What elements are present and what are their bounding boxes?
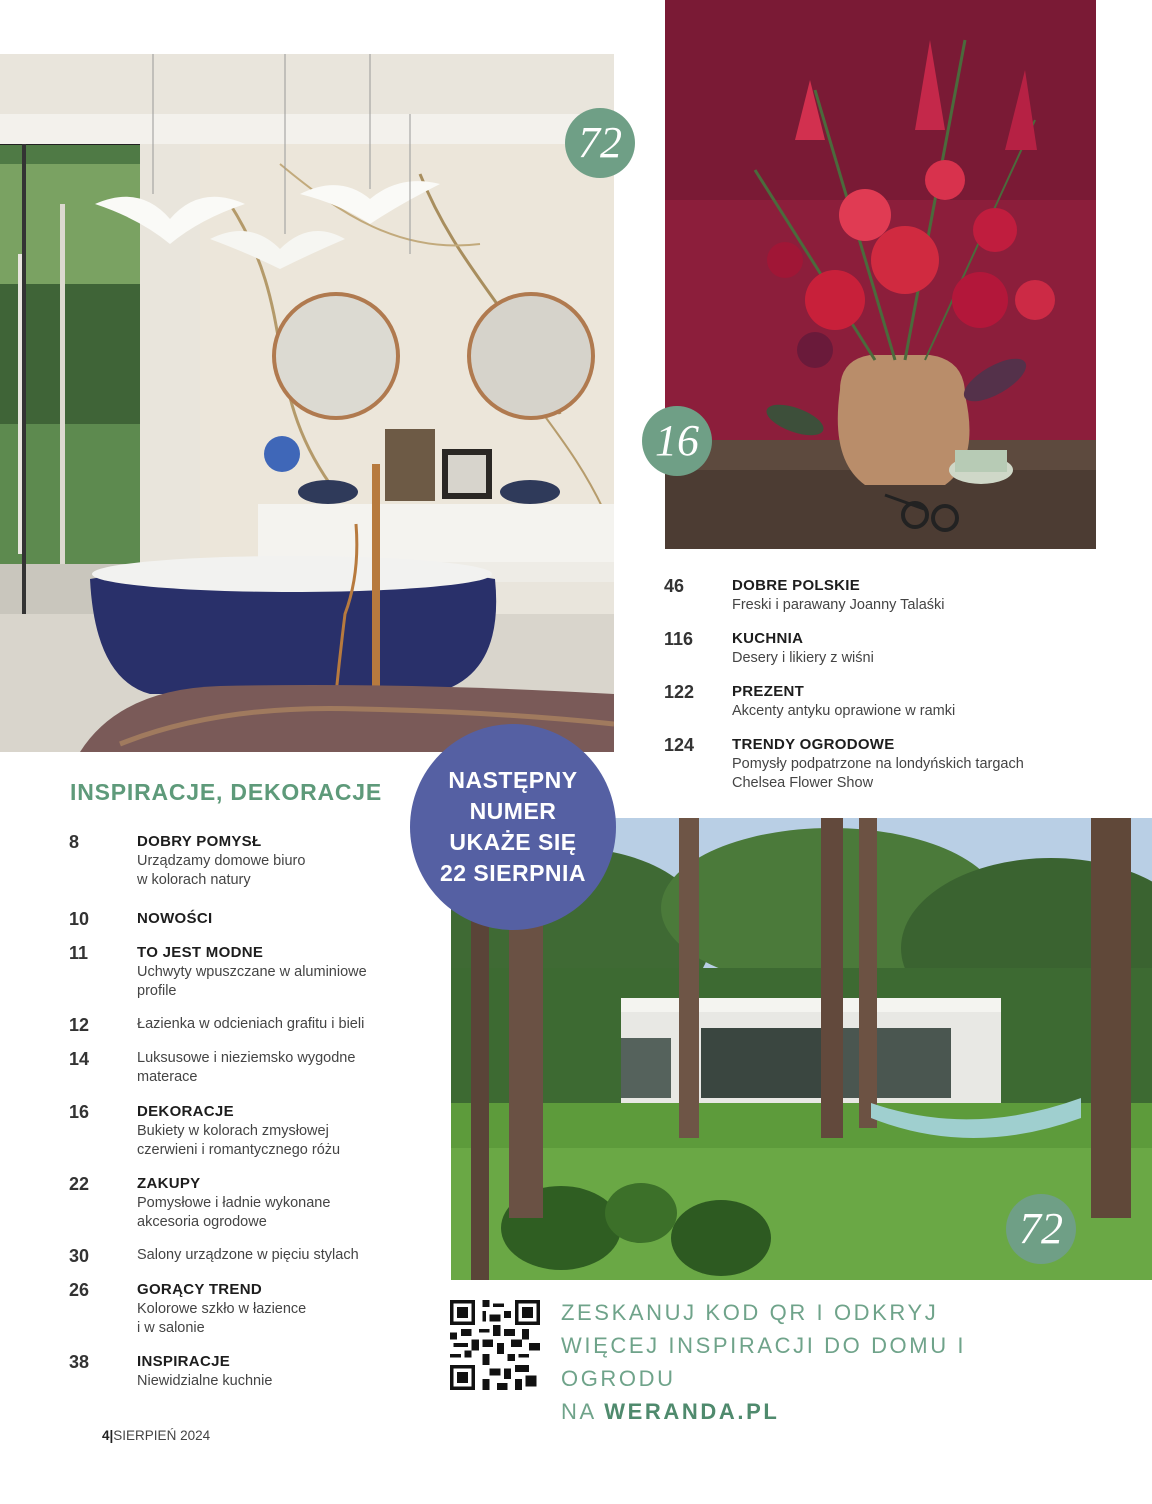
qr-promo-line3	[561, 1395, 1081, 1428]
toc-description-line2: i w salonie	[137, 1320, 205, 1336]
toc-description: Desery i likiery z wiśni	[732, 650, 874, 666]
bathroom-photo	[0, 54, 614, 752]
toc-entry[interactable]	[69, 1049, 429, 1102]
toc-page-number: 14	[69, 1049, 90, 1069]
toc-page-number: 122	[664, 682, 695, 702]
toc-title: NOWOŚCI	[137, 910, 213, 927]
toc-page-number: 124	[664, 735, 695, 755]
toc-page-number: 8	[69, 832, 80, 852]
toc-entry[interactable]	[69, 943, 429, 1015]
toc-entry[interactable]	[69, 909, 429, 943]
section-title: INSPIRACJE, DEKORACJE	[70, 779, 383, 805]
toc-entry[interactable]	[664, 576, 1124, 629]
page-badge-flowers: 16	[642, 406, 712, 476]
next-issue-line3: UKAŻE SIĘ	[449, 829, 577, 855]
toc-title: DEKORACJE	[137, 1103, 234, 1120]
toc-page-number: 116	[664, 629, 694, 649]
toc-title: DOBRE POLSKIE	[732, 577, 861, 594]
page-number: 4	[102, 1428, 110, 1443]
toc-title: DOBRY POMYSŁ	[137, 833, 262, 850]
toc-title: KUCHNIA	[732, 630, 804, 647]
page-badge-bathroom: 72	[565, 108, 635, 178]
toc-page-number: 10	[69, 909, 90, 929]
toc-entry[interactable]	[69, 1352, 429, 1392]
toc-description-line2: profile	[137, 983, 177, 999]
toc-description: Uchwyty wpuszczane w aluminiowe	[137, 964, 367, 980]
toc-page-number: 46	[664, 576, 685, 596]
toc-description-line2: w kolorach natury	[137, 872, 251, 888]
toc-description-line2: Chelsea Flower Show	[732, 775, 874, 791]
toc-left	[69, 832, 429, 1392]
toc-title: PREZENT	[732, 683, 805, 700]
page-footer	[102, 1428, 210, 1443]
toc-entry[interactable]	[664, 629, 1124, 682]
toc-entry[interactable]	[69, 832, 429, 909]
qr-promo-text	[561, 1296, 1081, 1428]
qr-code[interactable]	[450, 1300, 540, 1390]
qr-promo-line2: WIĘCEJ INSPIRACJI DO DOMU I OGRODU	[561, 1333, 967, 1391]
next-issue-line2: NUMER	[469, 798, 557, 824]
toc-description: Freski i parawany Joanny Talaśki	[732, 597, 945, 613]
issue-date: SIERPIEŃ 2024	[113, 1428, 211, 1443]
toc-entry[interactable]	[69, 1174, 429, 1246]
toc-description: Łazienka w odcieniach grafitu i bieli	[137, 1016, 365, 1032]
toc-description: Kolorowe szkło w łazience	[137, 1301, 307, 1317]
toc-page-number: 26	[69, 1280, 90, 1300]
toc-description-line2: materace	[137, 1069, 198, 1085]
toc-title: GORĄCY TREND	[137, 1281, 262, 1298]
toc-page-number: 16	[69, 1102, 90, 1122]
toc-description: Luksusowe i nieziemsko wygodne	[137, 1050, 356, 1066]
next-issue-badge	[410, 724, 616, 930]
toc-entry[interactable]	[69, 1015, 429, 1049]
toc-description: Urządzamy domowe biuro	[137, 853, 306, 869]
website-link[interactable]: WERANDA.PL	[604, 1399, 780, 1424]
next-issue-date: 22 SIERPNIA	[439, 860, 587, 886]
toc-description-line2: czerwieni i romantycznego różu	[137, 1142, 341, 1158]
toc-entry[interactable]	[69, 1246, 429, 1280]
toc-right	[664, 576, 1124, 795]
toc-description: Salony urządzone w pięciu stylach	[137, 1247, 359, 1263]
toc-entry[interactable]	[69, 1102, 429, 1174]
toc-entry[interactable]	[664, 682, 1124, 735]
toc-description-line2: akcesoria ogrodowe	[137, 1214, 267, 1230]
toc-description: Akcenty antyku oprawione w ramki	[732, 703, 956, 719]
toc-entry[interactable]	[664, 735, 1124, 795]
toc-title: TRENDY OGRODOWE	[732, 736, 895, 753]
toc-description: Pomysłowe i ładnie wykonane	[137, 1195, 331, 1211]
toc-page-number: 11	[69, 943, 89, 963]
toc-title: INSPIRACJE	[137, 1353, 231, 1370]
toc-title: TO JEST MODNE	[137, 944, 264, 961]
toc-entry[interactable]	[69, 1280, 429, 1352]
toc-description: Niewidzialne kuchnie	[137, 1373, 273, 1389]
toc-title: ZAKUPY	[137, 1175, 201, 1192]
toc-page-number: 30	[69, 1246, 90, 1266]
page-badge-garden: 72	[1006, 1194, 1076, 1264]
toc-description: Pomysły podpatrzone na londyńskich targach	[732, 756, 1024, 772]
qr-promo-prefix: NA	[561, 1399, 596, 1424]
toc-page-number: 12	[69, 1015, 90, 1035]
toc-page-number: 38	[69, 1352, 90, 1372]
next-issue-line1: NASTĘPNY	[448, 767, 578, 793]
qr-promo-line1: ZESKANUJ KOD QR I ODKRYJ	[561, 1300, 939, 1325]
toc-page-number: 22	[69, 1174, 90, 1194]
footer-separator: |	[109, 1428, 114, 1443]
flowers-photo	[665, 0, 1096, 549]
toc-description: Bukiety w kolorach zmysłowej	[137, 1123, 329, 1139]
